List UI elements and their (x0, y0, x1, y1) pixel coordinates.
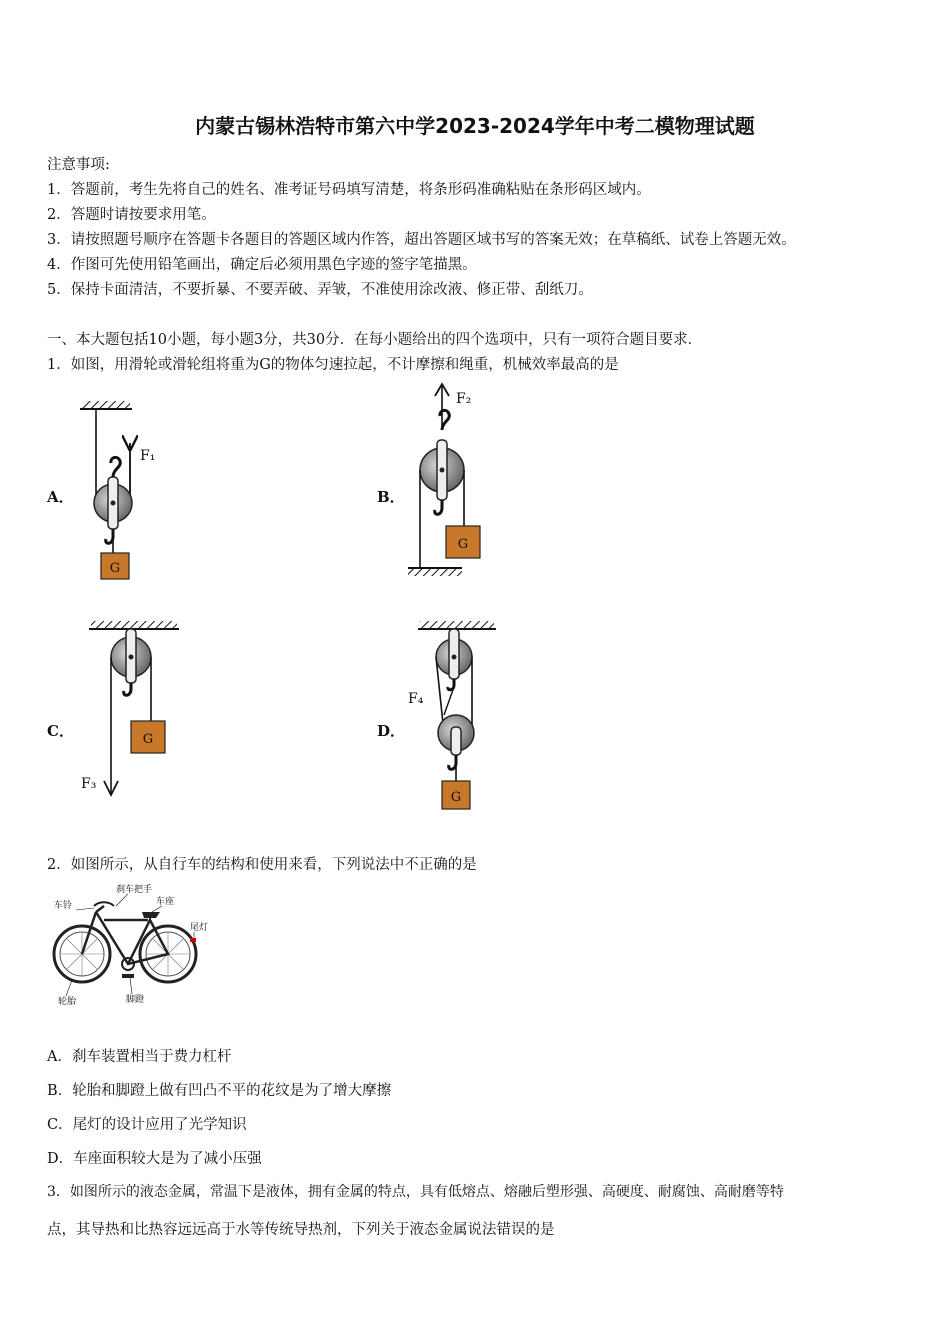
question-2-stem: 2．如图所示，从自行车的结构和使用来看，下列说法中不正确的是 (47, 857, 477, 873)
weight-label-b: G (457, 537, 469, 552)
note-item: 4．作图可先使用铅笔画出，确定后必须用黑色字迹的签字笔描黑。 (47, 257, 477, 273)
note-item: 2．答题时请按要求用笔。 (47, 207, 216, 223)
bike-label-pedal: 脚蹬 (126, 995, 145, 1005)
force-label-f3: F₃ (81, 776, 97, 792)
q1-option-a-label: A． (47, 488, 74, 506)
weight-label-a: G (109, 561, 121, 576)
question-3-stem-line1: 3．如图所示的液态金属，常温下是液体，拥有金属的特点，具有低熔点、熔融后塑形强、高硬度、耐腐蚀、高耐磨等特 (47, 1184, 784, 1200)
bike-label-tire: 轮胎 (58, 997, 77, 1007)
q2-option-c: C．尾灯的设计应用了光学知识 (47, 1117, 247, 1133)
bike-label-taillight: 尾灯 (190, 923, 209, 933)
q1-option-d-label: D． (377, 722, 406, 740)
section-heading: 一、本大题包括10小题，每小题3分，共30分．在每小题给出的四个选项中，只有一项符合题目要求． (47, 332, 703, 348)
q1-option-c-label: C． (47, 722, 74, 740)
q2-option-d: D．车座面积较大是为了减小压强 (47, 1151, 262, 1167)
note-item: 3．请按照题号顺序在答题卡各题目的答题区域内作答，超出答题区域书写的答案无效；在草稿纸、试卷上答题无效。 (47, 232, 796, 248)
note-item: 1．答题前，考生先将自己的姓名、准考证号码填写清楚，将条形码准确粘贴在条形码区域内。 (47, 182, 651, 198)
bike-label-bell: 车铃 (54, 901, 73, 911)
q1-option-b-label: B． (377, 488, 405, 506)
page-title: 内蒙古锡林浩特市第六中学2023-2024学年中考二模物理试题 (195, 114, 755, 138)
question-1-stem: 1．如图，用滑轮或滑轮组将重为G的物体匀速拉起，不计摩擦和绳重，机械效率最高的是 (47, 357, 619, 373)
notes-heading: 注意事项: (47, 157, 110, 173)
weight-label-d: G (450, 790, 462, 805)
bicycle-figure (44, 880, 214, 1010)
bike-label-brake: 刹车把手 (116, 885, 153, 895)
force-label-f2: F₂ (456, 391, 472, 407)
pulley-diagram-b (400, 378, 510, 583)
force-label-f1: F₁ (140, 448, 156, 464)
pulley-diagram-c (75, 615, 190, 805)
force-label-f4: F₄ (408, 691, 424, 707)
note-item: 5．保持卡面清洁，不要折暴、不要弄破、弄皱，不准使用涂改液、修正带、刮纸刀。 (47, 282, 593, 298)
pulley-diagram-d (400, 615, 510, 815)
bike-label-seat: 车座 (156, 897, 175, 907)
q2-option-b: B．轮胎和脚蹬上做有凹凸不平的花纹是为了增大摩擦 (47, 1083, 392, 1099)
question-3-stem-line2: 点，其导热和比热容远远高于水等传统导热剂，下列关于液态金属说法错误的是 (47, 1222, 555, 1238)
weight-label-c: G (142, 732, 154, 747)
q2-option-a: A．刹车装置相当于费力杠杆 (47, 1049, 232, 1065)
pulley-diagram-a (70, 395, 180, 590)
